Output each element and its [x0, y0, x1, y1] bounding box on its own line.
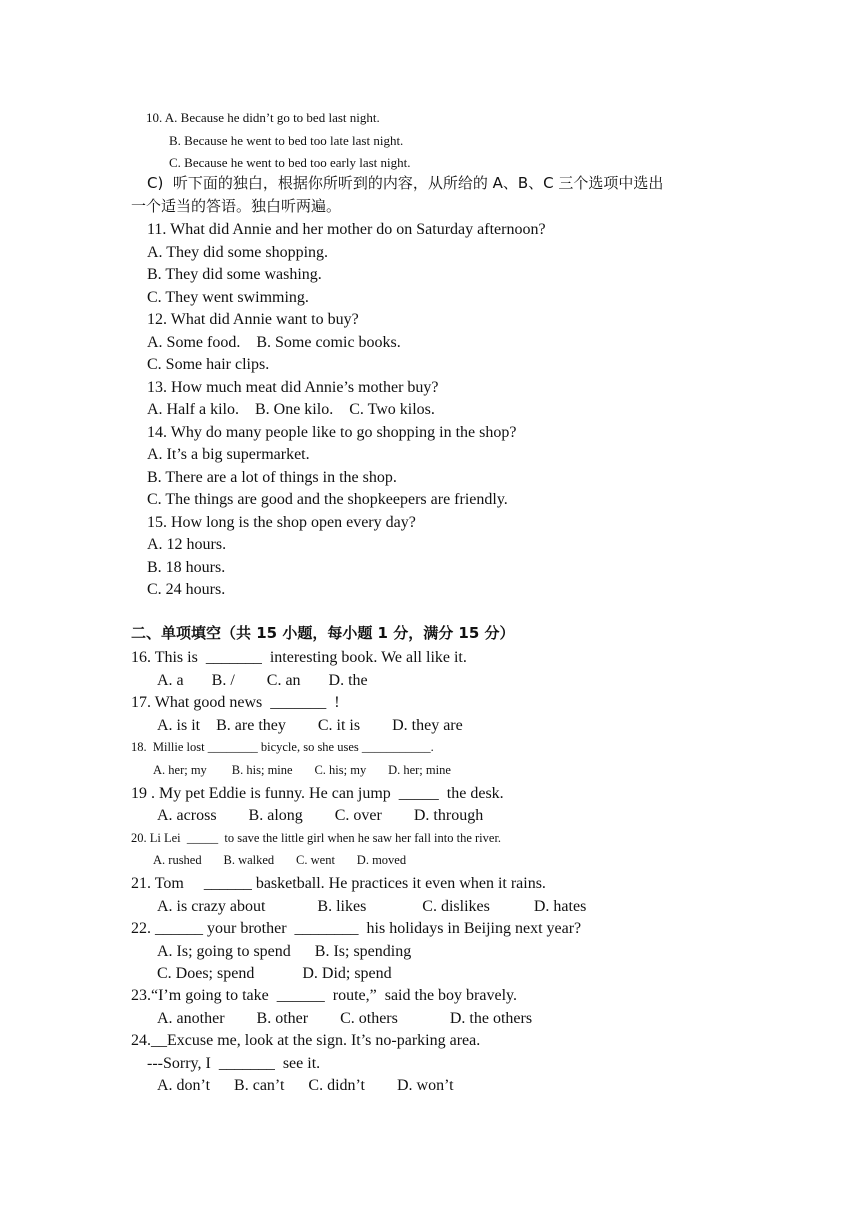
q14-option-a: A. It’s a big supermarket. — [147, 446, 310, 463]
q22: 22. ______ your brother ________ his holidays in Beijing next year? — [131, 920, 582, 937]
q23: 23.“I’m going to take ______ route,” said the boy bravely. — [131, 987, 517, 1004]
q19-options: A. across B. along C. over D. through — [157, 807, 484, 824]
q20-options: A. rushed B. walked C. went D. moved — [153, 853, 407, 867]
q24: 24.__Excuse me, look at the sign. It’s no-parking area. — [131, 1032, 481, 1049]
section-2-heading: 二、单项填空（共 15 小题，每小题 1 分，满分 15 分） — [131, 624, 515, 642]
q24-response: ---Sorry, I _______ see it. — [147, 1055, 321, 1072]
q13: 13. How much meat did Annie’s mother buy? — [147, 379, 439, 396]
q18-options: A. her; my B. his; mine C. his; my D. her; mine — [153, 763, 451, 777]
q14-option-c: C. The things are good and the shopkeepers are friendly. — [147, 491, 508, 508]
q22-options-ab: A. Is; going to spend B. Is; spending — [157, 943, 412, 960]
q16-options: A. a B. / C. an D. the — [157, 672, 368, 689]
section-c-instruction-line2: 一个适当的答语。独白听两遍。 — [131, 197, 342, 215]
q10-option-b: B. Because he went to bed too late last night. — [169, 133, 404, 148]
q22-options-cd: C. Does; spend D. Did; spend — [157, 965, 392, 982]
q11-option-c: C. They went swimming. — [147, 289, 309, 306]
q16: 16. This is _______ interesting book. We all like it. — [131, 649, 467, 666]
q18: 18. Millie lost ________ bicycle, so she uses ___________. — [131, 740, 434, 754]
q11-option-a: A. They did some shopping. — [147, 244, 329, 261]
q12: 12. What did Annie want to buy? — [147, 311, 359, 328]
q20: 20. Li Lei _____ to save the little girl when he saw her fall into the river. — [131, 831, 502, 845]
q15-option-b: B. 18 hours. — [147, 559, 226, 576]
q21-options: A. is crazy about B. likes C. dislikes D. hates — [157, 898, 587, 915]
q17-options: A. is it B. are they C. it is D. they are — [157, 717, 463, 734]
q10-option-a: 10. A. Because he didn’t go to bed last night. — [146, 110, 380, 125]
q14-option-b: B. There are a lot of things in the shop. — [147, 469, 397, 486]
section-c-instruction-line1: C) 听下面的独白，根据你所听到的内容，从所给的 A、B、C 三个选项中选出 — [147, 174, 664, 192]
q23-options: A. another B. other C. others D. the others — [157, 1010, 533, 1027]
q24-options: A. don’t B. can’t C. didn’t D. won’t — [157, 1077, 454, 1094]
q17: 17. What good news _______ ! — [131, 694, 340, 711]
q14: 14. Why do many people like to go shopping in the shop? — [147, 424, 517, 441]
q19: 19 . My pet Eddie is funny. He can jump _____ the desk. — [131, 785, 504, 802]
q15-option-a: A. 12 hours. — [147, 536, 227, 553]
q10-option-c: C. Because he went to bed too early last night. — [169, 155, 411, 170]
q11-option-b: B. They did some washing. — [147, 266, 322, 283]
q15: 15. How long is the shop open every day? — [147, 514, 416, 531]
q11: 11. What did Annie and her mother do on Saturday afternoon? — [147, 221, 546, 238]
q21: 21. Tom ______ basketball. He practices it even when it rains. — [131, 875, 546, 892]
q15-option-c: C. 24 hours. — [147, 581, 226, 598]
q12-options-ab: A. Some food. B. Some comic books. — [147, 334, 401, 351]
q13-options: A. Half a kilo. B. One kilo. C. Two kilos. — [147, 401, 435, 418]
q12-option-c: C. Some hair clips. — [147, 356, 270, 373]
